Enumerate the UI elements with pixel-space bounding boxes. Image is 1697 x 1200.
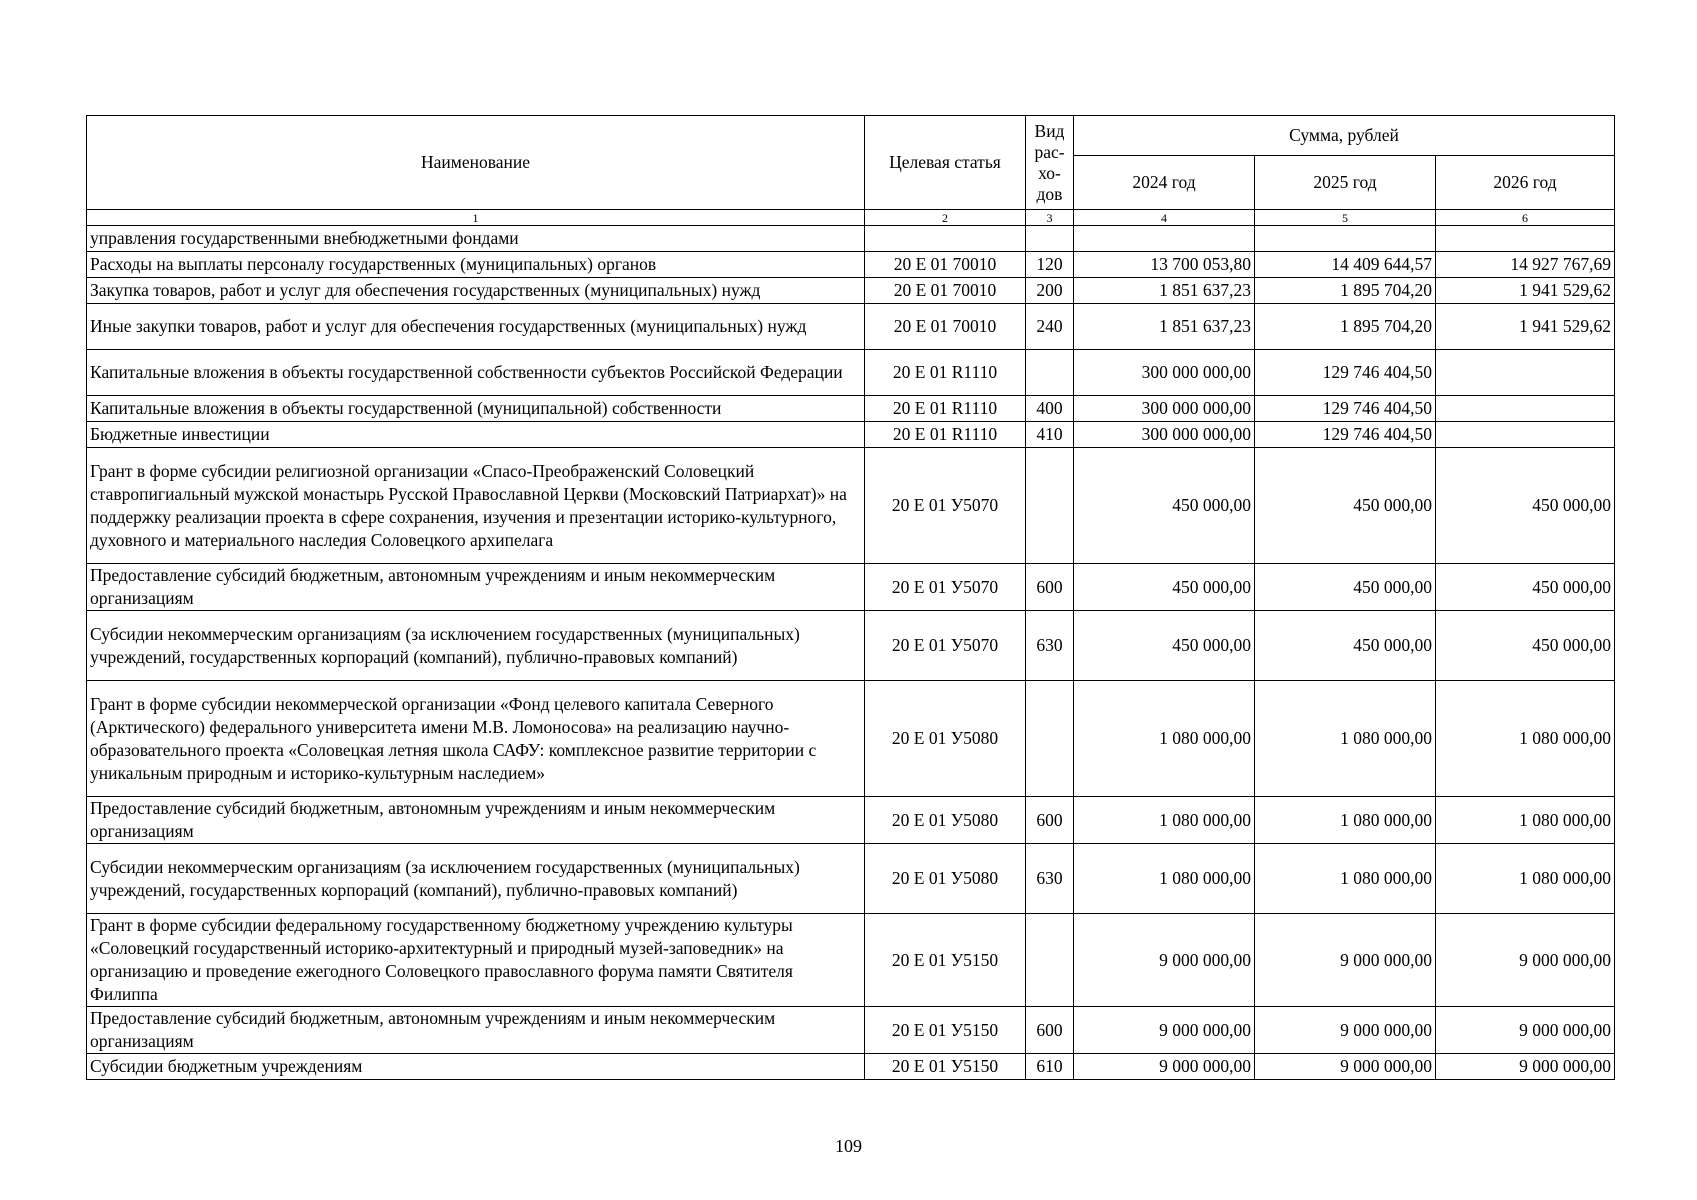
row-target-article: 20 Е 01 У5150 bbox=[865, 914, 1026, 1007]
budget-table bbox=[86, 115, 1615, 1080]
row-expense-type: 600 bbox=[1026, 797, 1074, 844]
column-number: 2 bbox=[865, 210, 1026, 226]
row-name: Капитальные вложения в объекты государственной собственности субъектов Российской Федерации bbox=[87, 350, 865, 396]
row-sum-2024: 1 851 637,23 bbox=[1074, 304, 1255, 350]
row-sum-2025: 14 409 644,57 bbox=[1255, 252, 1436, 278]
row-sum-2026 bbox=[1436, 226, 1615, 252]
row-sum-2024: 450 000,00 bbox=[1074, 448, 1255, 564]
row-expense-type: 400 bbox=[1026, 396, 1074, 422]
column-number: 5 bbox=[1255, 210, 1436, 226]
table-row bbox=[87, 252, 1615, 278]
row-name: Предоставление субсидий бюджетным, автономным учреждениям и иным некоммерческим организациям bbox=[87, 797, 865, 844]
row-expense-type: 630 bbox=[1026, 844, 1074, 914]
row-sum-2026: 1 080 000,00 bbox=[1436, 797, 1615, 844]
row-expense-type: 630 bbox=[1026, 611, 1074, 681]
row-target-article: 20 Е 01 У5070 bbox=[865, 564, 1026, 611]
header-year-2024: 2024 год bbox=[1074, 156, 1255, 210]
row-expense-type bbox=[1026, 226, 1074, 252]
row-sum-2026: 14 927 767,69 bbox=[1436, 252, 1615, 278]
row-name: Грант в форме субсидии некоммерческой организации «Фонд целевого капитала Северного (Арктического) федерального университета имени М.В. Ломоносова» на реализацию научно-образовательного проекта «Соловецкая летняя школа САФУ: комплексное развитие территории с уникальным природным и историко-культурным наследием» bbox=[87, 681, 865, 797]
row-sum-2025: 9 000 000,00 bbox=[1255, 1007, 1436, 1054]
row-sum-2024: 300 000 000,00 bbox=[1074, 422, 1255, 448]
row-target-article bbox=[865, 226, 1026, 252]
row-name: Предоставление субсидий бюджетным, автономным учреждениям и иным некоммерческим организациям bbox=[87, 1007, 865, 1054]
table-row bbox=[87, 304, 1615, 350]
row-sum-2026: 450 000,00 bbox=[1436, 611, 1615, 681]
row-sum-2025: 129 746 404,50 bbox=[1255, 350, 1436, 396]
row-target-article: 20 Е 01 70010 bbox=[865, 278, 1026, 304]
header-target-article: Целевая статья bbox=[865, 116, 1026, 210]
row-expense-type: 200 bbox=[1026, 278, 1074, 304]
row-sum-2025: 450 000,00 bbox=[1255, 564, 1436, 611]
table-row bbox=[87, 797, 1615, 844]
row-sum-2024: 13 700 053,80 bbox=[1074, 252, 1255, 278]
row-target-article: 20 Е 01 У5080 bbox=[865, 681, 1026, 797]
table-body bbox=[87, 226, 1615, 1080]
row-expense-type bbox=[1026, 448, 1074, 564]
table-row bbox=[87, 681, 1615, 797]
table-row bbox=[87, 278, 1615, 304]
row-expense-type: 240 bbox=[1026, 304, 1074, 350]
row-name: Грант в форме субсидии религиозной организации «Спасо-Преображенский Соловецкий ставропигиальный мужской монастырь Русской Православной Церкви (Московский Патриархат)» на поддержку реализации проекта в сфере сохранения, изучения и презентации историко-культурного, духовного и материального наследия Соловецкого архипелага bbox=[87, 448, 865, 564]
row-sum-2024: 1 851 637,23 bbox=[1074, 278, 1255, 304]
row-target-article: 20 Е 01 R1110 bbox=[865, 350, 1026, 396]
header-expense-type: Вид рас-хо-дов bbox=[1026, 116, 1074, 210]
table-row bbox=[87, 422, 1615, 448]
row-name: Субсидии некоммерческим организациям (за исключением государственных (муниципальных) учреждений, государственных корпораций (компаний), публично-правовых компаний) bbox=[87, 611, 865, 681]
row-sum-2024: 9 000 000,00 bbox=[1074, 914, 1255, 1007]
row-sum-2024: 9 000 000,00 bbox=[1074, 1054, 1255, 1080]
row-target-article: 20 Е 01 У5080 bbox=[865, 797, 1026, 844]
row-target-article: 20 Е 01 У5070 bbox=[865, 448, 1026, 564]
row-name: Расходы на выплаты персоналу государственных (муниципальных) органов bbox=[87, 252, 865, 278]
table-row bbox=[87, 448, 1615, 564]
row-expense-type bbox=[1026, 681, 1074, 797]
row-sum-2026: 450 000,00 bbox=[1436, 564, 1615, 611]
row-sum-2025: 450 000,00 bbox=[1255, 611, 1436, 681]
row-name: Капитальные вложения в объекты государственной (муниципальной) собственности bbox=[87, 396, 865, 422]
row-name: Закупка товаров, работ и услуг для обеспечения государственных (муниципальных) нужд bbox=[87, 278, 865, 304]
column-number: 3 bbox=[1026, 210, 1074, 226]
header-sum-group: Сумма, рублей bbox=[1074, 116, 1615, 156]
table-row bbox=[87, 564, 1615, 611]
row-name: Иные закупки товаров, работ и услуг для обеспечения государственных (муниципальных) нужд bbox=[87, 304, 865, 350]
row-sum-2024: 450 000,00 bbox=[1074, 611, 1255, 681]
table-row bbox=[87, 914, 1615, 1007]
row-target-article: 20 Е 01 У5080 bbox=[865, 844, 1026, 914]
row-sum-2026: 1 941 529,62 bbox=[1436, 304, 1615, 350]
row-sum-2026: 450 000,00 bbox=[1436, 448, 1615, 564]
table-row bbox=[87, 226, 1615, 252]
header-year-2025: 2025 год bbox=[1255, 156, 1436, 210]
column-number: 1 bbox=[87, 210, 865, 226]
row-sum-2024: 1 080 000,00 bbox=[1074, 681, 1255, 797]
row-sum-2026: 9 000 000,00 bbox=[1436, 914, 1615, 1007]
row-expense-type bbox=[1026, 914, 1074, 1007]
row-name: Предоставление субсидий бюджетным, автономным учреждениям и иным некоммерческим организациям bbox=[87, 564, 865, 611]
page-number: 109 bbox=[835, 1136, 862, 1156]
row-name: Бюджетные инвестиции bbox=[87, 422, 865, 448]
row-sum-2026: 9 000 000,00 bbox=[1436, 1007, 1615, 1054]
row-sum-2024: 300 000 000,00 bbox=[1074, 396, 1255, 422]
row-expense-type: 600 bbox=[1026, 1007, 1074, 1054]
row-expense-type: 600 bbox=[1026, 564, 1074, 611]
table-row bbox=[87, 844, 1615, 914]
header-name: Наименование bbox=[87, 116, 865, 210]
row-expense-type bbox=[1026, 350, 1074, 396]
row-sum-2025: 9 000 000,00 bbox=[1255, 914, 1436, 1007]
row-sum-2026 bbox=[1436, 350, 1615, 396]
row-sum-2025: 450 000,00 bbox=[1255, 448, 1436, 564]
table-row bbox=[87, 350, 1615, 396]
row-expense-type: 120 bbox=[1026, 252, 1074, 278]
row-sum-2024: 1 080 000,00 bbox=[1074, 844, 1255, 914]
row-expense-type: 410 bbox=[1026, 422, 1074, 448]
row-sum-2025: 1 080 000,00 bbox=[1255, 681, 1436, 797]
row-sum-2024: 300 000 000,00 bbox=[1074, 350, 1255, 396]
row-sum-2026: 1 080 000,00 bbox=[1436, 844, 1615, 914]
row-name: управления государственными внебюджетными фондами bbox=[87, 226, 865, 252]
column-number: 4 bbox=[1074, 210, 1255, 226]
row-sum-2026: 1 941 529,62 bbox=[1436, 278, 1615, 304]
table-row bbox=[87, 1054, 1615, 1080]
row-target-article: 20 Е 01 R1110 bbox=[865, 422, 1026, 448]
row-target-article: 20 Е 01 У5150 bbox=[865, 1007, 1026, 1054]
row-name: Грант в форме субсидии федеральному государственному бюджетному учреждению культуры «Соловецкий государственный историко-архитектурный и природный музей-заповедник» на организацию и проведение ежегодного Соловецкого православного форума памяти Святителя Филиппа bbox=[87, 914, 865, 1007]
table-row bbox=[87, 1007, 1615, 1054]
row-sum-2025: 1 895 704,20 bbox=[1255, 304, 1436, 350]
row-sum-2024: 1 080 000,00 bbox=[1074, 797, 1255, 844]
row-sum-2025: 129 746 404,50 bbox=[1255, 422, 1436, 448]
row-sum-2025: 1 080 000,00 bbox=[1255, 844, 1436, 914]
row-sum-2024: 450 000,00 bbox=[1074, 564, 1255, 611]
row-target-article: 20 Е 01 70010 bbox=[865, 304, 1026, 350]
row-sum-2026 bbox=[1436, 396, 1615, 422]
column-number: 6 bbox=[1436, 210, 1615, 226]
row-name: Субсидии бюджетным учреждениям bbox=[87, 1054, 865, 1080]
row-target-article: 20 Е 01 У5070 bbox=[865, 611, 1026, 681]
row-target-article: 20 Е 01 70010 bbox=[865, 252, 1026, 278]
row-sum-2025: 1 895 704,20 bbox=[1255, 278, 1436, 304]
table-row bbox=[87, 611, 1615, 681]
row-sum-2025: 9 000 000,00 bbox=[1255, 1054, 1436, 1080]
row-sum-2024 bbox=[1074, 226, 1255, 252]
row-sum-2026: 1 080 000,00 bbox=[1436, 681, 1615, 797]
row-expense-type: 610 bbox=[1026, 1054, 1074, 1080]
row-sum-2026: 9 000 000,00 bbox=[1436, 1054, 1615, 1080]
row-sum-2026 bbox=[1436, 422, 1615, 448]
row-sum-2025: 1 080 000,00 bbox=[1255, 797, 1436, 844]
header-year-2026: 2026 год bbox=[1436, 156, 1615, 210]
row-target-article: 20 Е 01 R1110 bbox=[865, 396, 1026, 422]
row-target-article: 20 Е 01 У5150 bbox=[865, 1054, 1026, 1080]
table-row bbox=[87, 396, 1615, 422]
row-sum-2025 bbox=[1255, 226, 1436, 252]
row-sum-2025: 129 746 404,50 bbox=[1255, 396, 1436, 422]
row-sum-2024: 9 000 000,00 bbox=[1074, 1007, 1255, 1054]
row-name: Субсидии некоммерческим организациям (за исключением государственных (муниципальных) учреждений, государственных корпораций (компаний), публично-правовых компаний) bbox=[87, 844, 865, 914]
